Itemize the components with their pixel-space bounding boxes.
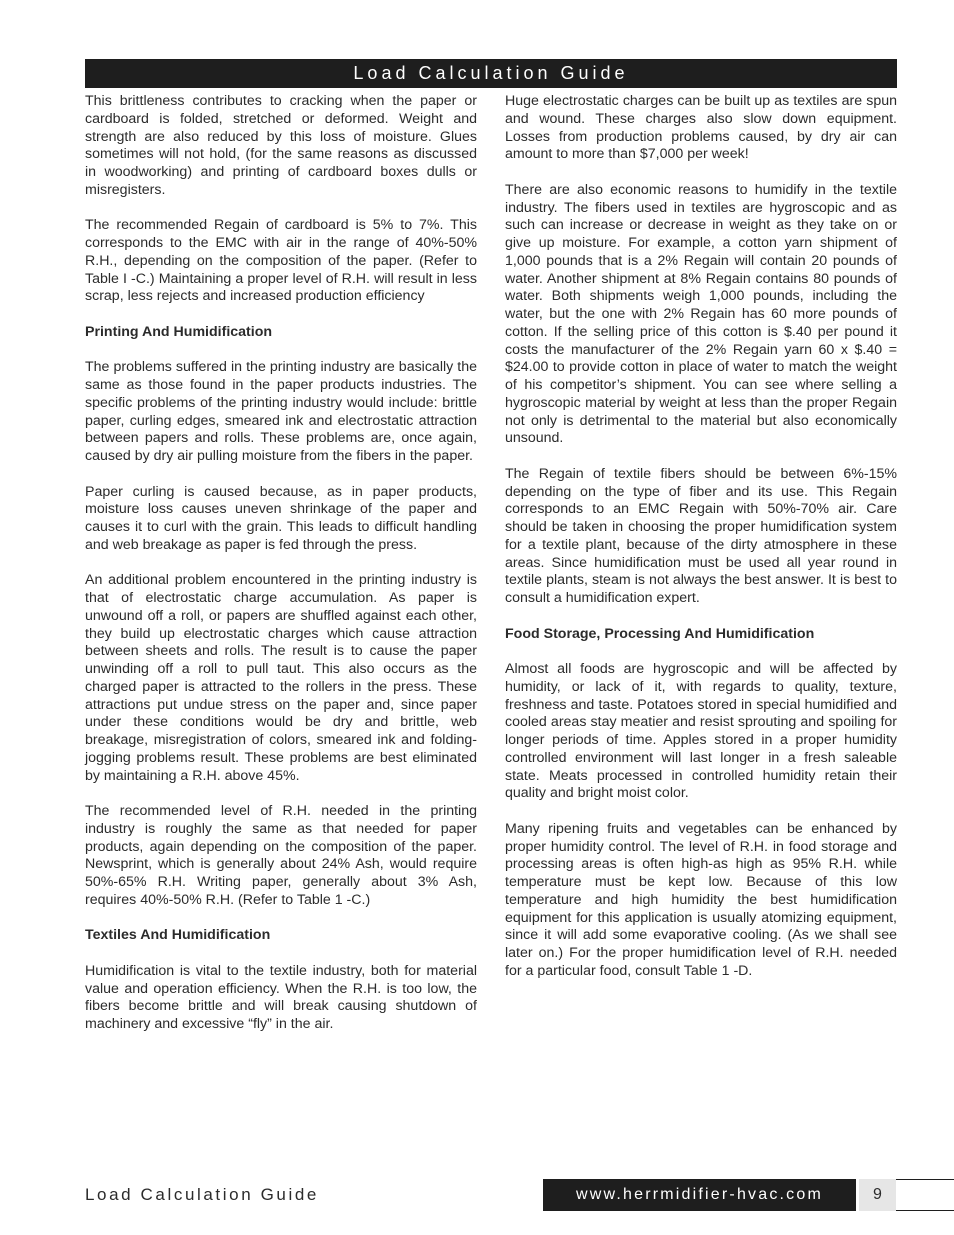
section-heading-food: Food Storage, Processing And Humidification xyxy=(505,625,815,642)
paragraph: The recommended Regain of cardboard is 5% to 7%. This corresponds to the EMC with air in the range of 40%-50% R.H., depending on the composition of the paper. (Refer to Table I -C.) Maintaining a proper level of R.H. will result in less scrap, less rejects and increased production efficiency xyxy=(85,217,477,305)
page-number: 9 xyxy=(859,1179,896,1211)
footer-title: Load Calculation Guide xyxy=(85,1185,319,1204)
section-heading-textiles: Textiles And Humidification xyxy=(85,927,271,944)
paragraph: Humidification is vital to the textile industry, both for material value and operation efficiency. When the R.H. is too low, the fibers become brittle and will break causing shutdown of machinery and excessive “fly” in the air. xyxy=(85,962,477,1032)
page-header xyxy=(85,59,897,88)
paragraph: The Regain of textile fibers should be between 6%-15% depending on the type of fiber and its use. This Regain corresponds to an EMC Regain with 50%-70% air. Care should be taken in choosing the proper humidification system for a textile plant, because of the dirty atmosphere in these areas. Since humidification must be used all year round in textile plants, steam is not always the best answer. It is best to consult a humidification expert. xyxy=(505,465,897,606)
footer-decoration xyxy=(896,1179,954,1211)
paragraph: Almost all foods are hygroscopic and will be affected by humidity, or lack of it, with regards to quality, texture, freshness and taste. Potatoes stored in special humidified and cooled areas stay meatier and resist sprouting and spoiling for longer periods of time. Apples stored in a proper humidity controlled environment will last longer in a fresh saleable state. Meats processed in controlled humidity retain their quality and bright moist color. xyxy=(505,661,897,802)
section-heading-printing: Printing And Humidification xyxy=(85,323,273,340)
paragraph: Huge electrostatic charges can be built up as textiles are spun and wound. These charges also slow down equipment. Losses from production problems caused, by dry air can amount to more than $7,000 per week! xyxy=(505,93,897,163)
paragraph: Paper curling is caused because, as in paper products, moisture loss causes uneven shrinkage of the paper and causes it to curl with the grain. This leads to difficult handling and web breakage as paper is fed through the press. xyxy=(85,483,477,553)
header-title: Load Calculation Guide xyxy=(353,63,629,83)
paragraph: This brittleness contributes to cracking when the paper or cardboard is folded, stretched or deformed. Weight and strength are also reduced by this loss of moisture. Glues sometimes will not hold, (for the same reasons as discussed in woodworking) and printing of cardboard boxes dulls or misregisters. xyxy=(85,93,477,198)
paragraph: An additional problem encountered in the printing industry is that of electrostatic charge accumulation. As paper is unwound off a roll, or papers are shuffled against each other, they build up electrostatic charges which cause attraction between sheets and rolls. The result is to cause the paper unwinding off a roll to pull taut. This also occurs as the charged paper is attracted to the rollers in the press. These attractions put undue stress on the paper and, since paper under these conditions would be dry and brittle, web breakage, misregistration of colors, smeared ink and folding-jogging problems result. These problems are best eliminated by maintaining a R.H. above 45%. xyxy=(85,572,477,784)
footer-url-text: www.herrmidifier-hvac.com xyxy=(575,1186,824,1203)
footer-url-link[interactable] xyxy=(543,1179,856,1211)
right-column xyxy=(505,93,897,998)
paragraph: The problems suffered in the printing industry are basically the same as those found in the paper products industries. The specific problems of the printing industry would include: brittle paper, curling edges, smeared ink and electrostatic attraction between papers and rolls. These problems are, once again, caused by dry air pulling moisture from the fibers in the paper. xyxy=(85,359,477,464)
left-column xyxy=(85,93,477,1052)
paragraph: Many ripening fruits and vegetables can be enhanced by proper humidity control. The level of R.H. in food storage and processing areas is often high-as high as 95% R.H. while temperature must be kept low. Because of this low temperature and high humidity the best humidification equipment for this application is usually atomizing equipment, since it will add some evaporative cooling. (As we shall see later on.) For the proper humidification level of R.H. needed for a particular food, consult Table 1 -D. xyxy=(505,820,897,979)
paragraph: The recommended level of R.H. needed in the printing industry is roughly the same as that needed for paper products, again depending on the composition of the paper. Newsprint, which is generally about 24% Ash, would require 50%-65% R.H. Writing paper, generally about 3% Ash, requires 40%-50% R.H. (Refer to Table 1 -C.) xyxy=(85,803,477,908)
paragraph: There are also economic reasons to humidify in the textile industry. The fibers used in textiles are hygroscopic and as such can increase or decrease in weight as they take on or give up moisture. For example, a cotton yarn shipment of 1,000 pounds that is a 2% Regain will contain 20 pounds of water. Another shipment at 8% Regain contains 80 pounds of water. Both shipments weigh 1,000 pounds, including the water, but the one with 2% Regain has 60 more pounds of cotton. If the selling price of this cotton is $.40 per pound it costs the manufacturer of the 2% Regain yarn 60 x $.40 = $24.00 to provide cotton in place of water to match the weight of his competitor’s shipment. You can see where selling a hygroscopic material by weight at less than the proper Regain not only is detrimental to the material but also economically unsound. xyxy=(505,181,897,447)
